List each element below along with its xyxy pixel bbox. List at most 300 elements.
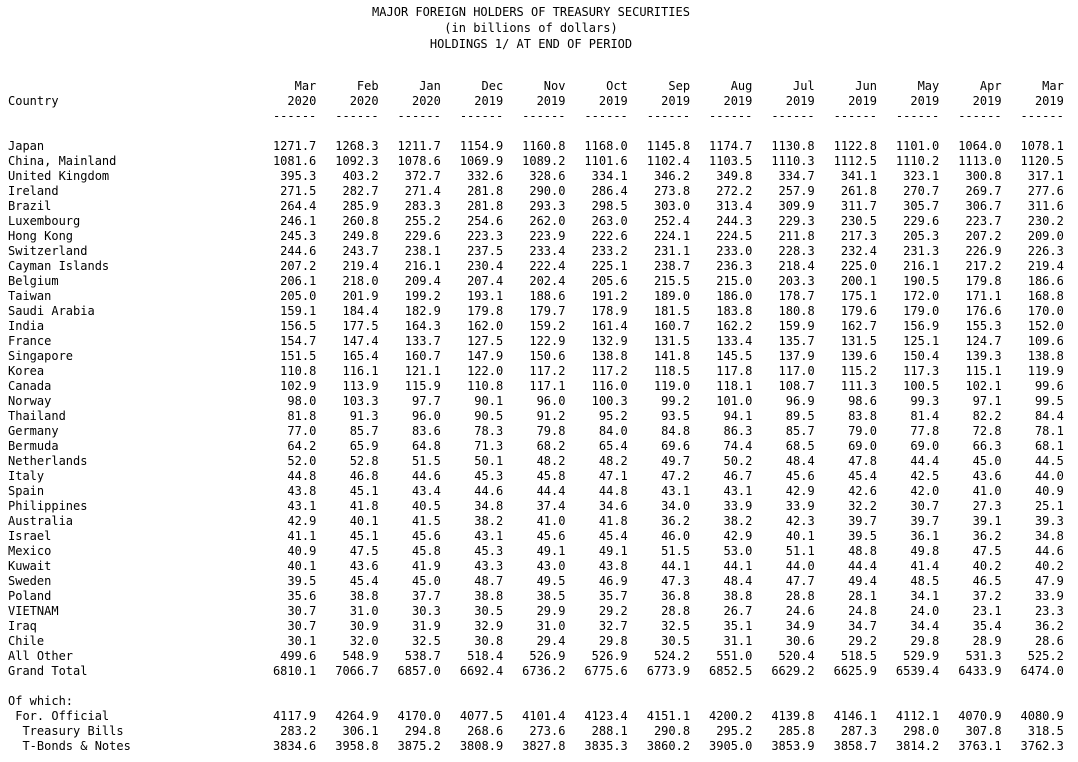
holding-value: 230.4 xyxy=(467,259,504,273)
holding-value: 216.1 xyxy=(903,259,940,273)
holding-value: 30.9 xyxy=(349,619,379,633)
holding-value: 35.6 xyxy=(287,589,317,603)
holding-value: 40.2 xyxy=(1034,559,1064,573)
holding-value: 44.6 xyxy=(1034,544,1064,558)
table-row xyxy=(8,379,1064,394)
header-dash: ------ xyxy=(709,109,753,123)
holding-value: 33.9 xyxy=(785,499,815,513)
holding-value: 121.1 xyxy=(404,364,441,378)
holding-value: 1160.8 xyxy=(522,139,566,153)
holding-value: 6433.9 xyxy=(958,664,1002,678)
holding-value: 74.4 xyxy=(723,439,753,453)
holding-value: 24.0 xyxy=(910,604,940,618)
header-dash: ------ xyxy=(771,109,815,123)
holding-value: 244.6 xyxy=(280,244,317,258)
holding-value: 193.1 xyxy=(467,289,504,303)
country-name: Philippines xyxy=(8,499,88,513)
holding-value: 23.1 xyxy=(972,604,1002,618)
holding-value: 245.3 xyxy=(280,229,317,243)
holding-value: 186.6 xyxy=(1027,274,1064,288)
holding-value: 260.8 xyxy=(342,214,379,228)
holding-value: 118.5 xyxy=(653,364,691,378)
holding-value: 1092.3 xyxy=(335,154,379,168)
holding-value: 45.6 xyxy=(411,529,441,543)
holding-value: 4170.0 xyxy=(397,709,441,723)
holding-value: 264.4 xyxy=(280,199,317,213)
holding-value: 68.2 xyxy=(536,439,566,453)
holding-value: 127.5 xyxy=(467,334,504,348)
holding-value: 209.4 xyxy=(404,274,441,288)
holding-value: 156.5 xyxy=(280,319,317,333)
holding-value: 1130.8 xyxy=(771,139,815,153)
holding-value: 246.1 xyxy=(280,214,317,228)
holding-value: 3834.6 xyxy=(272,739,317,753)
holding-value: 44.5 xyxy=(1034,454,1064,468)
holding-value: 207.2 xyxy=(280,259,317,273)
holding-value: 45.3 xyxy=(474,469,504,483)
holding-value: 226.9 xyxy=(965,244,1002,258)
summary-label-row xyxy=(8,694,1064,709)
holding-value: 160.7 xyxy=(404,349,441,363)
holding-value: 531.3 xyxy=(965,649,1002,663)
holding-value: 46.8 xyxy=(349,469,379,483)
holding-value: 520.4 xyxy=(778,649,815,663)
holding-value: 101.0 xyxy=(716,394,753,408)
holding-value: 96.9 xyxy=(785,394,815,408)
table-row xyxy=(8,169,1064,184)
table-row xyxy=(8,529,1064,544)
holding-value: 44.6 xyxy=(411,469,441,483)
holding-value: 69.0 xyxy=(848,439,877,453)
table-row xyxy=(8,544,1064,559)
holding-value: 6736.2 xyxy=(522,664,566,678)
holding-value: 231.3 xyxy=(903,244,940,258)
country-name: All Other xyxy=(8,649,74,663)
holding-value: 99.3 xyxy=(910,394,940,408)
holding-value: 281.8 xyxy=(467,184,504,198)
holding-value: 45.1 xyxy=(349,484,379,498)
holding-value: 47.9 xyxy=(1034,574,1064,588)
holding-value: 108.7 xyxy=(778,379,815,393)
table-row xyxy=(8,454,1064,469)
holding-value: 183.8 xyxy=(716,304,753,318)
country-name: Ireland xyxy=(8,184,59,198)
holding-value: 255.2 xyxy=(404,214,441,228)
holding-value: 3835.3 xyxy=(584,739,628,753)
holding-value: 29.9 xyxy=(536,604,566,618)
holding-value: 69.0 xyxy=(910,439,940,453)
holding-value: 3858.7 xyxy=(833,739,877,753)
holding-value: 229.3 xyxy=(778,214,815,228)
holding-value: 41.4 xyxy=(910,559,940,573)
holding-value: 115.1 xyxy=(965,364,1002,378)
holding-value: 32.5 xyxy=(411,634,441,648)
holding-value: 1211.7 xyxy=(397,139,441,153)
holding-value: 218.0 xyxy=(342,274,379,288)
holding-value: 225.0 xyxy=(840,259,877,273)
country-name: Norway xyxy=(8,394,52,408)
holding-value: 4112.1 xyxy=(895,709,940,723)
holding-value: 42.0 xyxy=(910,484,940,498)
holding-value: 31.0 xyxy=(536,619,566,633)
country-name: Germany xyxy=(8,424,59,438)
holding-value: 285.9 xyxy=(342,199,379,213)
holding-value: 300.8 xyxy=(965,169,1002,183)
holding-value: 188.6 xyxy=(529,289,566,303)
holding-value: 1122.8 xyxy=(833,139,877,153)
holding-value: 160.7 xyxy=(653,319,691,333)
holding-value: 119.0 xyxy=(653,379,691,393)
header-year: 2019 xyxy=(598,94,628,108)
header-year: 2019 xyxy=(972,94,1002,108)
table-row xyxy=(8,334,1064,349)
holding-value: 117.3 xyxy=(903,364,940,378)
holding-value: 283.2 xyxy=(280,724,317,738)
header-month: Aug xyxy=(730,79,753,93)
holding-value: 48.7 xyxy=(474,574,504,588)
holding-value: 41.0 xyxy=(536,514,566,528)
country-name: China, Mainland xyxy=(8,154,117,168)
holding-value: 161.4 xyxy=(591,319,628,333)
holding-value: 222.6 xyxy=(591,229,628,243)
holding-value: 34.8 xyxy=(474,499,504,513)
header-month: Dec xyxy=(481,79,504,93)
holding-value: 225.1 xyxy=(591,259,628,273)
holding-value: 138.8 xyxy=(591,349,628,363)
holding-value: 170.0 xyxy=(1027,304,1064,318)
holding-value: 65.4 xyxy=(598,439,628,453)
holding-value: 115.2 xyxy=(840,364,877,378)
holding-value: 151.5 xyxy=(280,349,317,363)
holding-value: 6773.9 xyxy=(646,664,691,678)
holding-value: 6775.6 xyxy=(584,664,628,678)
holding-value: 53.0 xyxy=(723,544,753,558)
holding-value: 40.5 xyxy=(411,499,441,513)
country-name: Treasury Bills xyxy=(8,724,124,738)
holding-value: 334.1 xyxy=(591,169,628,183)
holding-value: 135.7 xyxy=(778,334,815,348)
holding-value: 30.1 xyxy=(287,634,317,648)
holding-value: 499.6 xyxy=(280,649,317,663)
holding-value: 32.9 xyxy=(474,619,504,633)
header-year: 2019 xyxy=(1034,94,1064,108)
holding-value: 249.8 xyxy=(342,229,379,243)
holding-value: 1112.5 xyxy=(833,154,877,168)
holding-value: 49.1 xyxy=(598,544,628,558)
holding-value: 228.3 xyxy=(778,244,815,258)
holding-value: 32.5 xyxy=(661,619,691,633)
country-name: India xyxy=(8,319,45,333)
holding-value: 37.7 xyxy=(411,589,441,603)
holding-value: 32.0 xyxy=(349,634,379,648)
holding-value: 45.0 xyxy=(411,574,441,588)
holding-value: 205.6 xyxy=(591,274,628,288)
holding-value: 39.1 xyxy=(972,514,1002,528)
holding-value: 206.1 xyxy=(280,274,317,288)
holding-value: 6539.4 xyxy=(895,664,940,678)
table-row xyxy=(8,304,1064,319)
holding-value: 118.1 xyxy=(716,379,753,393)
holding-value: 1268.3 xyxy=(335,139,379,153)
holding-value: 4077.5 xyxy=(459,709,504,723)
holding-value: 89.5 xyxy=(785,409,815,423)
country-name: Netherlands xyxy=(8,454,88,468)
holding-value: 4151.1 xyxy=(646,709,691,723)
holding-value: 1168.0 xyxy=(584,139,628,153)
header-month: Nov xyxy=(543,79,566,93)
header-dash: ------ xyxy=(1020,109,1064,123)
header-dash: ------ xyxy=(958,109,1002,123)
holding-value: 43.1 xyxy=(287,499,317,513)
holding-value: 287.3 xyxy=(840,724,877,738)
country-name: Israel xyxy=(8,529,52,543)
header-month: Sep xyxy=(668,79,691,93)
table-row xyxy=(8,199,1064,214)
holding-value: 43.1 xyxy=(661,484,691,498)
holding-value: 318.5 xyxy=(1027,724,1064,738)
holding-value: 211.8 xyxy=(778,229,815,243)
holding-value: 159.1 xyxy=(280,304,317,318)
holding-value: 99.5 xyxy=(1034,394,1064,408)
holding-value: 551.0 xyxy=(716,649,753,663)
holding-value: 40.1 xyxy=(785,529,815,543)
table-row xyxy=(8,394,1064,409)
holding-value: 45.1 xyxy=(349,529,379,543)
holding-value: 332.6 xyxy=(467,169,504,183)
holding-value: 133.7 xyxy=(404,334,441,348)
holding-value: 229.6 xyxy=(404,229,441,243)
header-year: 2019 xyxy=(723,94,753,108)
holding-value: 45.4 xyxy=(598,529,628,543)
holding-value: 131.5 xyxy=(653,334,691,348)
holding-value: 215.5 xyxy=(653,274,691,288)
holding-value: 27.3 xyxy=(972,499,1002,513)
table-row xyxy=(8,469,1064,484)
holding-value: 179.6 xyxy=(840,304,877,318)
document-subtitle-period: HOLDINGS 1/ AT END OF PERIOD xyxy=(429,37,633,51)
header-year: 2020 xyxy=(287,94,317,108)
holding-value: 28.8 xyxy=(785,589,815,603)
country-name: Poland xyxy=(8,589,52,603)
holding-value: 236.3 xyxy=(716,259,753,273)
holding-value: 257.9 xyxy=(778,184,815,198)
table-row xyxy=(8,349,1064,364)
holding-value: 64.8 xyxy=(411,439,441,453)
holding-value: 51.5 xyxy=(661,544,691,558)
holding-value: 47.8 xyxy=(848,454,877,468)
holding-value: 122.0 xyxy=(467,364,504,378)
holding-value: 44.8 xyxy=(598,484,628,498)
country-name: Sweden xyxy=(8,574,52,588)
holding-value: 231.1 xyxy=(653,244,691,258)
holding-value: 178.7 xyxy=(778,289,815,303)
holding-value: 98.6 xyxy=(848,394,877,408)
holding-value: 36.2 xyxy=(972,529,1002,543)
holding-value: 24.6 xyxy=(785,604,815,618)
holding-value: 518.5 xyxy=(840,649,877,663)
table-row xyxy=(8,214,1064,229)
holding-value: 32.7 xyxy=(598,619,628,633)
holding-value: 50.2 xyxy=(723,454,753,468)
holding-value: 238.7 xyxy=(653,259,691,273)
holding-value: 82.2 xyxy=(972,409,1002,423)
holding-value: 164.3 xyxy=(404,319,441,333)
holding-value: 36.2 xyxy=(1034,619,1064,633)
holding-value: 52.0 xyxy=(287,454,317,468)
holding-value: 152.0 xyxy=(1027,319,1064,333)
holding-value: 122.9 xyxy=(529,334,566,348)
holding-value: 65.9 xyxy=(349,439,379,453)
country-name: Chile xyxy=(8,634,45,648)
holding-value: 243.7 xyxy=(342,244,379,258)
holding-value: 172.0 xyxy=(903,289,940,303)
holding-value: 49.8 xyxy=(910,544,940,558)
holding-value: 162.7 xyxy=(840,319,877,333)
holding-value: 78.1 xyxy=(1034,424,1064,438)
holding-value: 46.0 xyxy=(661,529,691,543)
table-row xyxy=(8,259,1064,274)
header-dash: ------ xyxy=(335,109,379,123)
holding-value: 84.4 xyxy=(1034,409,1064,423)
holding-value: 150.6 xyxy=(529,349,566,363)
table-row xyxy=(8,184,1064,199)
holding-value: 303.0 xyxy=(653,199,691,213)
holding-value: 189.0 xyxy=(653,289,691,303)
holding-value: 43.3 xyxy=(474,559,504,573)
holding-value: 39.7 xyxy=(848,514,877,528)
holding-value: 68.1 xyxy=(1034,439,1064,453)
holding-value: 186.0 xyxy=(716,289,753,303)
holding-value: 4117.9 xyxy=(272,709,317,723)
holding-value: 311.6 xyxy=(1027,199,1064,213)
holding-value: 40.9 xyxy=(287,544,317,558)
holding-value: 403.2 xyxy=(342,169,379,183)
holding-value: 268.6 xyxy=(467,724,504,738)
holding-value: 254.6 xyxy=(467,214,504,228)
holding-value: 43.1 xyxy=(474,529,504,543)
holding-value: 1113.0 xyxy=(958,154,1002,168)
holding-value: 1110.2 xyxy=(895,154,940,168)
holding-value: 52.8 xyxy=(349,454,379,468)
holding-value: 36.2 xyxy=(661,514,691,528)
holding-value: 3860.2 xyxy=(646,739,691,753)
holding-value: 305.7 xyxy=(903,199,940,213)
holding-value: 4146.1 xyxy=(833,709,877,723)
holding-value: 232.4 xyxy=(840,244,877,258)
holding-value: 96.0 xyxy=(536,394,566,408)
holding-value: 98.0 xyxy=(287,394,317,408)
holding-value: 44.4 xyxy=(848,559,877,573)
country-name: Luxembourg xyxy=(8,214,81,228)
holding-value: 30.7 xyxy=(287,604,317,618)
holding-value: 1101.0 xyxy=(895,139,940,153)
holding-value: 139.6 xyxy=(840,349,877,363)
holding-value: 237.5 xyxy=(467,244,504,258)
holding-value: 90.1 xyxy=(474,394,504,408)
holding-value: 34.4 xyxy=(910,619,940,633)
holding-value: 6474.0 xyxy=(1020,664,1064,678)
holding-value: 219.4 xyxy=(1027,259,1064,273)
holding-value: 84.0 xyxy=(598,424,628,438)
holding-value: 30.8 xyxy=(474,634,504,648)
holding-value: 6625.9 xyxy=(833,664,877,678)
holding-value: 139.3 xyxy=(965,349,1002,363)
holding-value: 334.7 xyxy=(778,169,815,183)
holding-value: 159.9 xyxy=(778,319,815,333)
holding-value: 39.5 xyxy=(287,574,317,588)
holding-value: 1089.2 xyxy=(522,154,566,168)
country-name: Cayman Islands xyxy=(8,259,110,273)
holding-value: 341.1 xyxy=(840,169,877,183)
header-year: 2020 xyxy=(411,94,441,108)
holding-value: 41.1 xyxy=(287,529,317,543)
holding-value: 31.0 xyxy=(349,604,379,618)
holding-value: 150.4 xyxy=(903,349,940,363)
holding-value: 40.2 xyxy=(972,559,1002,573)
holding-value: 29.2 xyxy=(598,604,628,618)
holding-value: 42.6 xyxy=(848,484,877,498)
country-name: Iraq xyxy=(8,619,37,633)
holding-value: 526.9 xyxy=(529,649,566,663)
header-year: 2019 xyxy=(474,94,504,108)
holding-value: 281.8 xyxy=(467,199,504,213)
holding-value: 3808.9 xyxy=(459,739,504,753)
holding-value: 40.9 xyxy=(1034,484,1064,498)
holding-value: 6629.2 xyxy=(771,664,815,678)
holding-value: 34.1 xyxy=(910,589,940,603)
summary-row xyxy=(8,709,1064,724)
holding-value: 182.9 xyxy=(404,304,441,318)
holding-value: 44.1 xyxy=(723,559,753,573)
holding-value: 233.4 xyxy=(529,244,566,258)
holding-value: 233.2 xyxy=(591,244,628,258)
holding-value: 28.1 xyxy=(848,589,877,603)
holding-value: 116.0 xyxy=(591,379,628,393)
holding-value: 47.3 xyxy=(661,574,691,588)
holding-value: 42.5 xyxy=(910,469,940,483)
holding-value: 218.4 xyxy=(778,259,815,273)
holding-value: 317.1 xyxy=(1027,169,1064,183)
holding-value: 38.2 xyxy=(723,514,753,528)
holding-value: 162.0 xyxy=(467,319,504,333)
holding-value: 109.6 xyxy=(1027,334,1064,348)
holding-value: 38.8 xyxy=(349,589,379,603)
holding-value: 23.3 xyxy=(1034,604,1064,618)
holding-value: 29.4 xyxy=(536,634,566,648)
holding-value: 24.8 xyxy=(848,604,877,618)
country-column-header: Country xyxy=(8,94,59,108)
holding-value: 548.9 xyxy=(342,649,379,663)
holding-value: 42.9 xyxy=(723,529,753,543)
holding-value: 162.2 xyxy=(716,319,753,333)
holding-value: 25.1 xyxy=(1034,499,1064,513)
holding-value: 1069.9 xyxy=(459,154,504,168)
holding-value: 49.7 xyxy=(661,454,691,468)
holding-value: 43.1 xyxy=(723,484,753,498)
holding-value: 36.8 xyxy=(661,589,691,603)
country-name: Thailand xyxy=(8,409,66,423)
holding-value: 154.7 xyxy=(280,334,317,348)
holding-value: 43.6 xyxy=(349,559,379,573)
holding-value: 525.2 xyxy=(1027,649,1064,663)
holding-value: 97.7 xyxy=(411,394,441,408)
holding-value: 4200.2 xyxy=(709,709,753,723)
holding-value: 30.5 xyxy=(661,634,691,648)
holding-value: 30.7 xyxy=(910,499,940,513)
holding-value: 37.2 xyxy=(972,589,1002,603)
holding-value: 4139.8 xyxy=(771,709,815,723)
holding-value: 44.1 xyxy=(661,559,691,573)
